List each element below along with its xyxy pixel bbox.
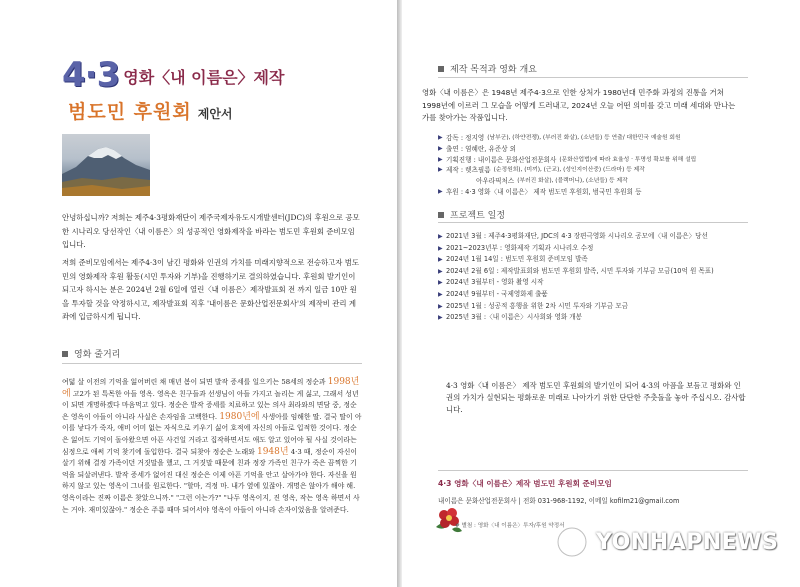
footnote: # 별첨 : 영화〈내 이름은〉투자/후원 약정서 xyxy=(455,523,565,529)
closing-text: 4·3 영화〈내 이름은〉 제작 범도민 후원회의 발기인이 되어 4·3의 아픔을 보듬고 평화와 인권의 가치가 실현되는 평화로운 미래로 나아가기 위한 단단한 주춧돌을 놓아 주십시오. 감사합니다. xyxy=(446,381,746,415)
triangle-bullet-icon: ▶ xyxy=(438,256,443,264)
title-block xyxy=(62,55,285,95)
credit-row xyxy=(438,176,758,187)
divider xyxy=(438,470,748,471)
schedule-item xyxy=(438,301,758,313)
credit-row xyxy=(438,187,758,198)
square-bullet-icon xyxy=(438,212,444,218)
yonhap-watermark xyxy=(554,524,778,560)
footer-title: 4·3 영화〈내 이름은〉제작 범도민 후원회 준비모임 xyxy=(438,479,612,488)
schedule-item-text: 2025년 1월 : 성공적 흥행을 위한 2차 시민 투자와 기부금 모금 xyxy=(446,301,629,310)
triangle-bullet-icon: ▶ xyxy=(438,144,443,152)
triangle-bullet-icon: ▶ xyxy=(438,233,443,240)
story-segment: 4·3 때, 정순이 자신이 살기 위해 결정 가족이던 거짓말을 했고, 그 거짓말 때문에 친과 정장 가족인 친구가 죽은 끔찍한 기억을 되살려낸다. 발작 증세가 없어진 대신 정순은 이제 아픈 기억을 안고 살아가야 한다. 자신을 원하지 않고 있는 영옥이 그녀를 원로한다. "할마, 걱정 마. 내가 옆에 있잖아. 개명은 않아가 해야 해. 영옥이라는 진짜 이름은 찾았으니까." "그런 이는가?" "나두 영옥이지, 진 영옥, 작는 영옥 하면서 사는 거야. 재미있잖아." 정순은 주름 때마 되어서야 영옥이 아들이 아니라 손자이었음을 알려준다. xyxy=(62,447,360,514)
square-bullet-icon xyxy=(438,66,444,72)
triangle-bullet-icon: ▶ xyxy=(438,290,443,298)
film-title: 영화〈내 이름은〉제작 xyxy=(123,68,285,87)
schedule-item-text: 2021~2023년부 : 영화제작 기획과 시나리오 수정 xyxy=(446,243,594,252)
credit-label: 기획진행 : 내이름은 문화산업전문회사 xyxy=(446,155,557,164)
big-title-label: 4·3 xyxy=(62,55,120,95)
triangle-bullet-icon xyxy=(438,176,446,187)
triangle-bullet-icon: ▶ xyxy=(438,267,443,275)
camellia-icon xyxy=(432,503,466,537)
proposal-label: 제안서 xyxy=(197,107,233,121)
story-segment: 여덟 살 이전의 기억을 잃어버린 채 매년 봄이 되면 발작 증세를 일으키는 58세의 정순과 xyxy=(62,378,328,386)
credit-label: 아우라픽처스 xyxy=(476,177,515,186)
schedule-item xyxy=(438,231,758,243)
schedule-item xyxy=(438,289,758,301)
story-segment: 사생아를 임해한 딸. 결국 딸이 아이를 낳다가 죽자, 애비 어미 없는 자식으로 키우기 싫어 호적에 자신의 아들로 입적한 것이다. 정순은 잃어도 기억이 돌아왔으면 아픈 사건일 거라고 집작하면서도 애도 알고 있어야 될 사실 것이라는 심정으로 애써 기억 찾기에 돌입한다. 결국 되찾아 정순은 노래와 xyxy=(62,412,362,456)
credit-row xyxy=(438,144,758,155)
schedule-item xyxy=(438,312,758,324)
mountain-painting-image xyxy=(62,134,150,196)
credit-detail: (부러진 화살), (블랙머니), (소년들) 등 제작 xyxy=(517,178,628,185)
schedule-item-text: 2024년 3월부터 - 영화 촬영 시작 xyxy=(446,278,544,287)
story-heading-label: 영화 줄거리 xyxy=(74,350,121,360)
overview-heading-label: 제작 목적과 영화 개요 xyxy=(450,65,537,75)
subtitle-block xyxy=(68,97,233,124)
schedule-item-text: 2024년 1월 14일 : 범도민 후원회 준비모임 발족 xyxy=(446,255,588,264)
credit-label: 감독 : 정지영 xyxy=(446,134,485,142)
credit-label: 출연 : 염혜란, 유준상 외 xyxy=(446,144,517,153)
schedule-item-text: 2025년 3월 :〈내 이름은〉시사회와 영화 개봉 xyxy=(446,313,583,322)
committee-title: 범도민 후원회 xyxy=(68,101,192,123)
schedule-item xyxy=(438,254,758,266)
credit-row xyxy=(438,133,758,144)
story-heading xyxy=(62,347,120,360)
schedule-item-text: 2021년 3월 : 제주4·3평화재단, JDC의 4·3 장편극영화 시나리오 공모에〈내 이름은〉당선 xyxy=(446,232,708,240)
story-highlight-year: 1980년에 xyxy=(219,411,260,422)
story-highlight-year: 1998년에 xyxy=(62,377,360,399)
credit-detail: (순정원희), (미끼), (근교), (성인지이산중) (드라마) 등 제작 xyxy=(493,167,645,174)
credit-detail: (남부군), (하얀전쟁), (부러진 화살), (소년들) 등 연출/ 대한민국 예술원 회원 xyxy=(487,135,681,141)
triangle-bullet-icon: ▶ xyxy=(438,155,443,163)
divider xyxy=(62,363,362,364)
credit-label: 후원 : 4·3 영화〈내 이름은〉 제작 범도민 후원회, 범국민 후원회 등 xyxy=(446,187,642,196)
schedule-item xyxy=(438,277,758,289)
schedule-item-text: 2024년 9월부터 - 국제영화제 출품 xyxy=(446,289,548,298)
story-text xyxy=(62,377,362,516)
square-bullet-icon xyxy=(62,351,68,357)
story-highlight-year: 1948년 xyxy=(256,446,289,457)
credit-label: 제작 : 렛츠필름 xyxy=(446,166,491,175)
triangle-bullet-icon: ▶ xyxy=(438,134,443,141)
intro-paragraph-2: 저희 준비모임에서는 제주4·3이 남긴 평화와 인권의 가치를 미래지향적으로 전승하고자 범도민의 영화제작 후원 활동(시민 투자와 기부)을 진행하기로 결의하였습니다. 후원회 발기인이 되고자 하시는 분은 2024년 2월 6일에 열린〈내 이름은〉제작발표회 전 까지 일금 10만 원을 투자할 것을 약정하시고, 제작발표회 직후 '내이름은 문화산업전문회사'의 제작비 관리 계좌에 입금하시게 됩니다. xyxy=(62,258,360,322)
divider xyxy=(438,77,748,78)
credits-list xyxy=(438,133,758,198)
credit-detail: (문화산업법)에 따라 효율성 · 투명성 확보를 위해 설립 xyxy=(559,156,697,163)
credit-row xyxy=(438,155,758,166)
overview-text: 영화〈내 이름은〉은 1948년 제주4·3으로 인한 상처가 1980년대 민주화 과정의 진통을 거쳐 1998년에 이르러 그 모습을 어떻게 드러내고, 2024년 오늘 어떤 의미를 갖고 미래 세대와 만나는가를 찾아가는 작품입니다. xyxy=(422,88,736,123)
schedule-item xyxy=(438,243,758,255)
triangle-bullet-icon: ▶ xyxy=(438,279,443,287)
schedule-heading-label: 프로젝트 일정 xyxy=(450,211,506,221)
triangle-bullet-icon: ▶ xyxy=(438,187,443,195)
schedule-heading xyxy=(438,208,505,221)
divider xyxy=(438,222,748,223)
intro-paragraph-1: 안녕하십니까? 저희는 제주4·3평화재단이 제주국제자유도시개발센터(JDC)의 후원으로 공모한 시나리오 당선작인〈내 이름은〉의 성공적인 영화제작을 바라는 범도민 후원회 준비모임입니다. xyxy=(62,213,360,250)
watermark-text: YONHAPNEWS xyxy=(596,529,779,555)
credit-row xyxy=(438,165,758,176)
triangle-bullet-icon: ▶ xyxy=(438,166,443,174)
schedule-list xyxy=(438,231,758,324)
triangle-bullet-icon: ▶ xyxy=(438,314,443,322)
triangle-bullet-icon: ▶ xyxy=(438,302,443,310)
schedule-item xyxy=(438,266,758,278)
yonhap-logo-icon xyxy=(554,524,590,560)
story-segment: 고2가 된 특목한 아들 영옥. 영옥은 친구들과 선생님이 아들 가지고 놀리는 게 싫고, 그래서 성년이 되면 개명하겠다 마음먹고 있다. 정순은 발작 증세를 치료하고 있는 의사 최라와의 면담 중, 정순은 영옥이 아들이 아니라 사실은 손자임을 고백한다. xyxy=(62,389,359,421)
overview-heading xyxy=(438,62,537,75)
triangle-bullet-icon: ▶ xyxy=(438,244,443,252)
footer-contact: 내이름은 문화산업전문회사 | 전화 031-968-1192, 이메일 kofilm21@gmail.com xyxy=(438,497,680,505)
schedule-item-text: 2024년 2월 6일 : 제작발표회와 범도민 후원회 발족, 시민 투자와 기부금 모금(10억 원 목표) xyxy=(446,266,714,275)
